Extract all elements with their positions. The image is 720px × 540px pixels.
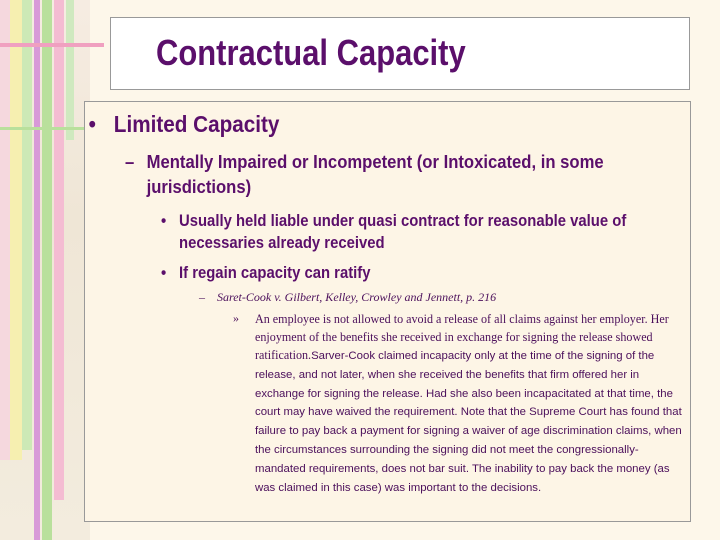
deco-stripe-magenta xyxy=(34,0,40,540)
bullet-text: Limited Capacity xyxy=(113,111,280,137)
slide-title: Contractual Capacity xyxy=(156,32,466,73)
bullet-marker: • xyxy=(161,264,167,282)
chevron-marker: » xyxy=(233,311,239,325)
bullet-marker: • xyxy=(88,111,96,137)
content-box xyxy=(84,101,691,522)
bullet-text: Usually held liable under quasi contract for reasonable value of necessaries already received xyxy=(179,212,627,252)
bullet-marker: • xyxy=(161,212,167,230)
dash-marker: – xyxy=(125,151,135,172)
bullet-text: If regain capacity can ratify xyxy=(179,264,371,282)
deco-stripe-green-right xyxy=(66,0,74,140)
dash-marker: – xyxy=(199,290,205,304)
bullet-text: Mentally Impaired or Incompetent (or Intoxicated, in some jurisdictions) xyxy=(146,151,604,197)
deco-line-pink xyxy=(0,43,104,47)
deco-stripe-yellow xyxy=(10,0,22,460)
case-citation-text: Saret-Cook v. Gilbert, Kelley, Crowley and Jennett, p. 216 xyxy=(217,290,497,304)
title-box xyxy=(110,17,690,90)
case-note-text-sans: Sarver-Cook claimed incapacity only at the time of the signing of the release, and not later, when she received the benefits that firm offered her in exchange for signing the release. Had she also been incapacitated at that time, the court may have waived the requirement. Note that the Supreme Court has found that failure to pay back a payment for signing a waiver of age discrimination claims, when the circumstances surrounding the signing did not meet the congressionally-mandated requirements, does not bar suit. The inability to pay back the money (as was claimed in this case) was important to the decisions. xyxy=(255,350,682,494)
deco-stripe-pink-right xyxy=(54,0,64,500)
case-note-text-serif: An employee is not allowed to avoid a release of all claims against her employer. Her enjoyment of the benefits she received in exchange for signing the release showed ratification. xyxy=(255,312,669,362)
decorative-band xyxy=(0,0,90,540)
deco-line-green xyxy=(0,127,84,130)
case-note-paragraph xyxy=(255,310,685,496)
deco-stripe-green-left xyxy=(22,0,32,450)
deco-stripe-pink-left xyxy=(0,0,10,460)
deco-stripe-green-mid xyxy=(42,0,52,540)
